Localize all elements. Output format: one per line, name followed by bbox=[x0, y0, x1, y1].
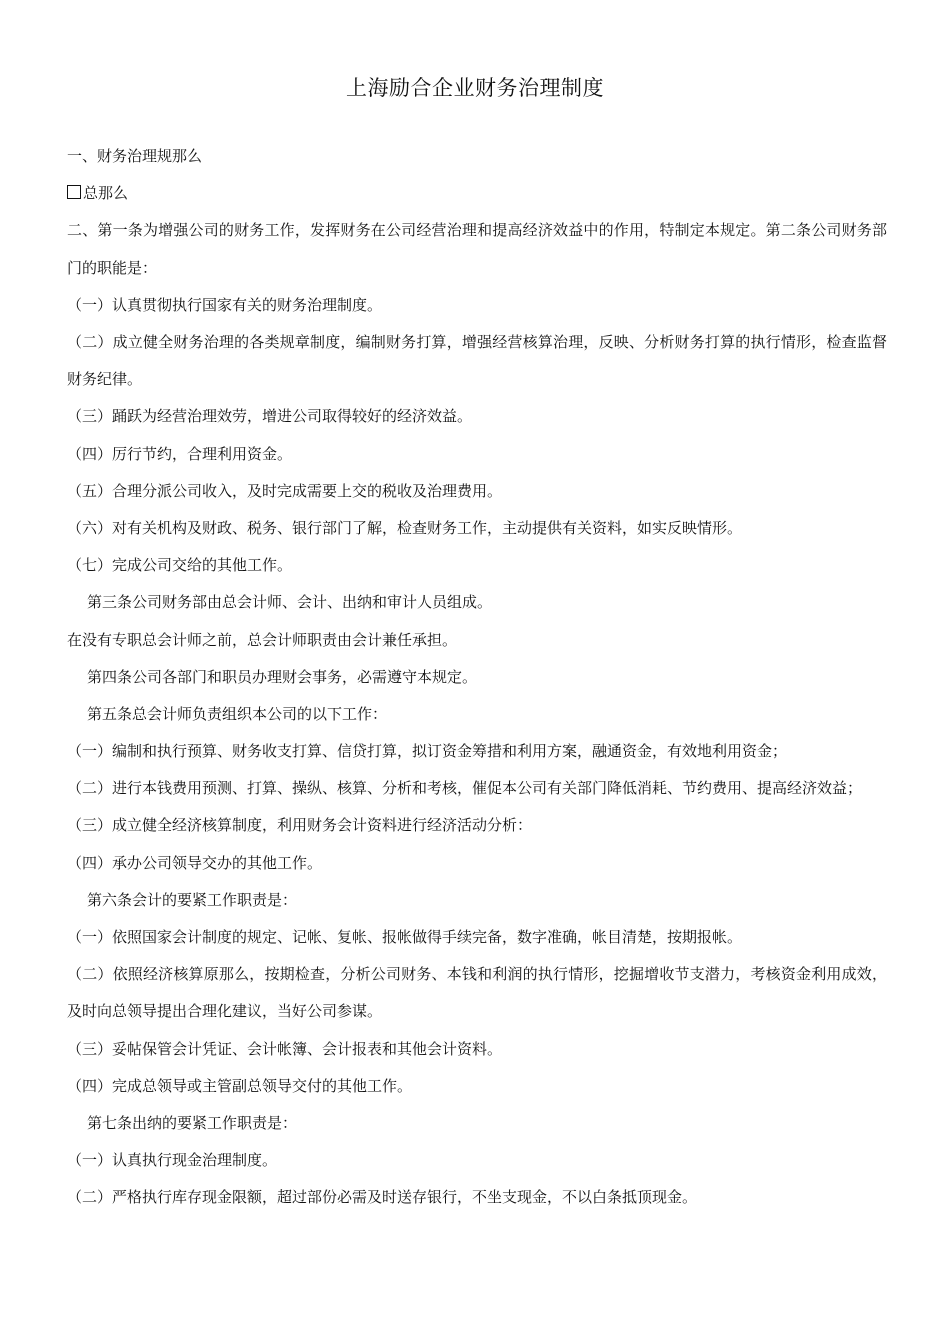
paragraph: （一）编制和执行预算、财务收支打算、信贷打算，拟订资金筹措和利用方案，融通资金，有效地利用资金； bbox=[67, 742, 788, 761]
article-heading: 第三条公司财务部由总会计师、会计、出纳和审计人员组成。 bbox=[87, 593, 493, 612]
subsection-heading bbox=[67, 175, 887, 212]
article-heading: 第六条会计的要紧工作职责是： bbox=[87, 890, 298, 909]
section-heading: 一、财务治理规那么 bbox=[67, 147, 203, 165]
article-heading: 第五条总会计师负责组织本公司的以下工作： bbox=[87, 704, 388, 723]
paragraph: （七）完成公司交给的其他工作。 bbox=[67, 556, 293, 575]
article-heading: 第七条出纳的要紧工作职责是： bbox=[87, 1113, 298, 1132]
paragraph: 在没有专职总会计师之前，总会计师职责由会计兼任承担。 bbox=[67, 630, 458, 649]
paragraph: （二）进行本钱费用预测、打算、操纵、核算、分析和考核，催促本公司有关部门降低消耗、节约费用、提高经济效益； bbox=[67, 779, 863, 798]
paragraph: （二）依照经济核算原那么，按期检查，分析公司财务、本钱和利润的执行情形，挖掘增收节支潜力，考核资金利用成效，及时向总领导提出合理化建议，当好公司参谋。 bbox=[67, 965, 887, 1021]
paragraph: （一）认真执行现金治理制度。 bbox=[67, 1151, 278, 1170]
paragraph: （五）合理分派公司收入，及时完成需要上交的税收及治理费用。 bbox=[67, 481, 503, 500]
document-body bbox=[67, 138, 887, 1217]
paragraph: （三）妥帖保管会计凭证、会计帐簿、会计报表和其他会计资料。 bbox=[67, 1039, 503, 1058]
paragraph: 二、第一条为增强公司的财务工作，发挥财务在公司经营治理和提高经济效益中的作用，特制定本规定。第二条公司财务部门的职能是： bbox=[67, 221, 887, 277]
paragraph: （四）完成总领导或主管副总领导交付的其他工作。 bbox=[67, 1076, 413, 1095]
paragraph: （一）依照国家会计制度的规定、记帐、复帐、报帐做得手续完备，数字准确，帐目清楚，按期报帐。 bbox=[67, 928, 743, 947]
paragraph: （二）严格执行库存现金限额，超过部份必需及时送存银行，不坐支现金，不以白条抵顶现金。 bbox=[67, 1188, 698, 1207]
paragraph: （四）承办公司领导交办的其他工作。 bbox=[67, 853, 323, 872]
document-title: 上海励合企业财务治理制度 bbox=[346, 76, 604, 100]
paragraph: （三）成立健全经济核算制度，利用财务会计资料进行经济活动分析： bbox=[67, 816, 533, 835]
paragraph: （四）厉行节约，合理利用资金。 bbox=[67, 444, 293, 463]
paragraph: （一）认真贯彻执行国家有关的财务治理制度。 bbox=[67, 295, 383, 314]
paragraph: （六）对有关机构及财政、税务、银行部门了解，检查财务工作，主动提供有关资料，如实反映情形。 bbox=[67, 518, 743, 537]
checkbox-square-icon bbox=[67, 185, 81, 199]
article-heading: 第四条公司各部门和职员办理财会事务，必需遵守本规定。 bbox=[87, 667, 478, 686]
subsection-heading-text: 总那么 bbox=[83, 184, 129, 203]
paragraph: （三）踊跃为经营治理效劳，增进公司取得较好的经济效益。 bbox=[67, 407, 473, 426]
paragraph: （二）成立健全财务治理的各类规章制度，编制财务打算，增强经营核算治理，反映、分析财务打算的执行情形，检查监督财务纪律。 bbox=[67, 332, 887, 389]
